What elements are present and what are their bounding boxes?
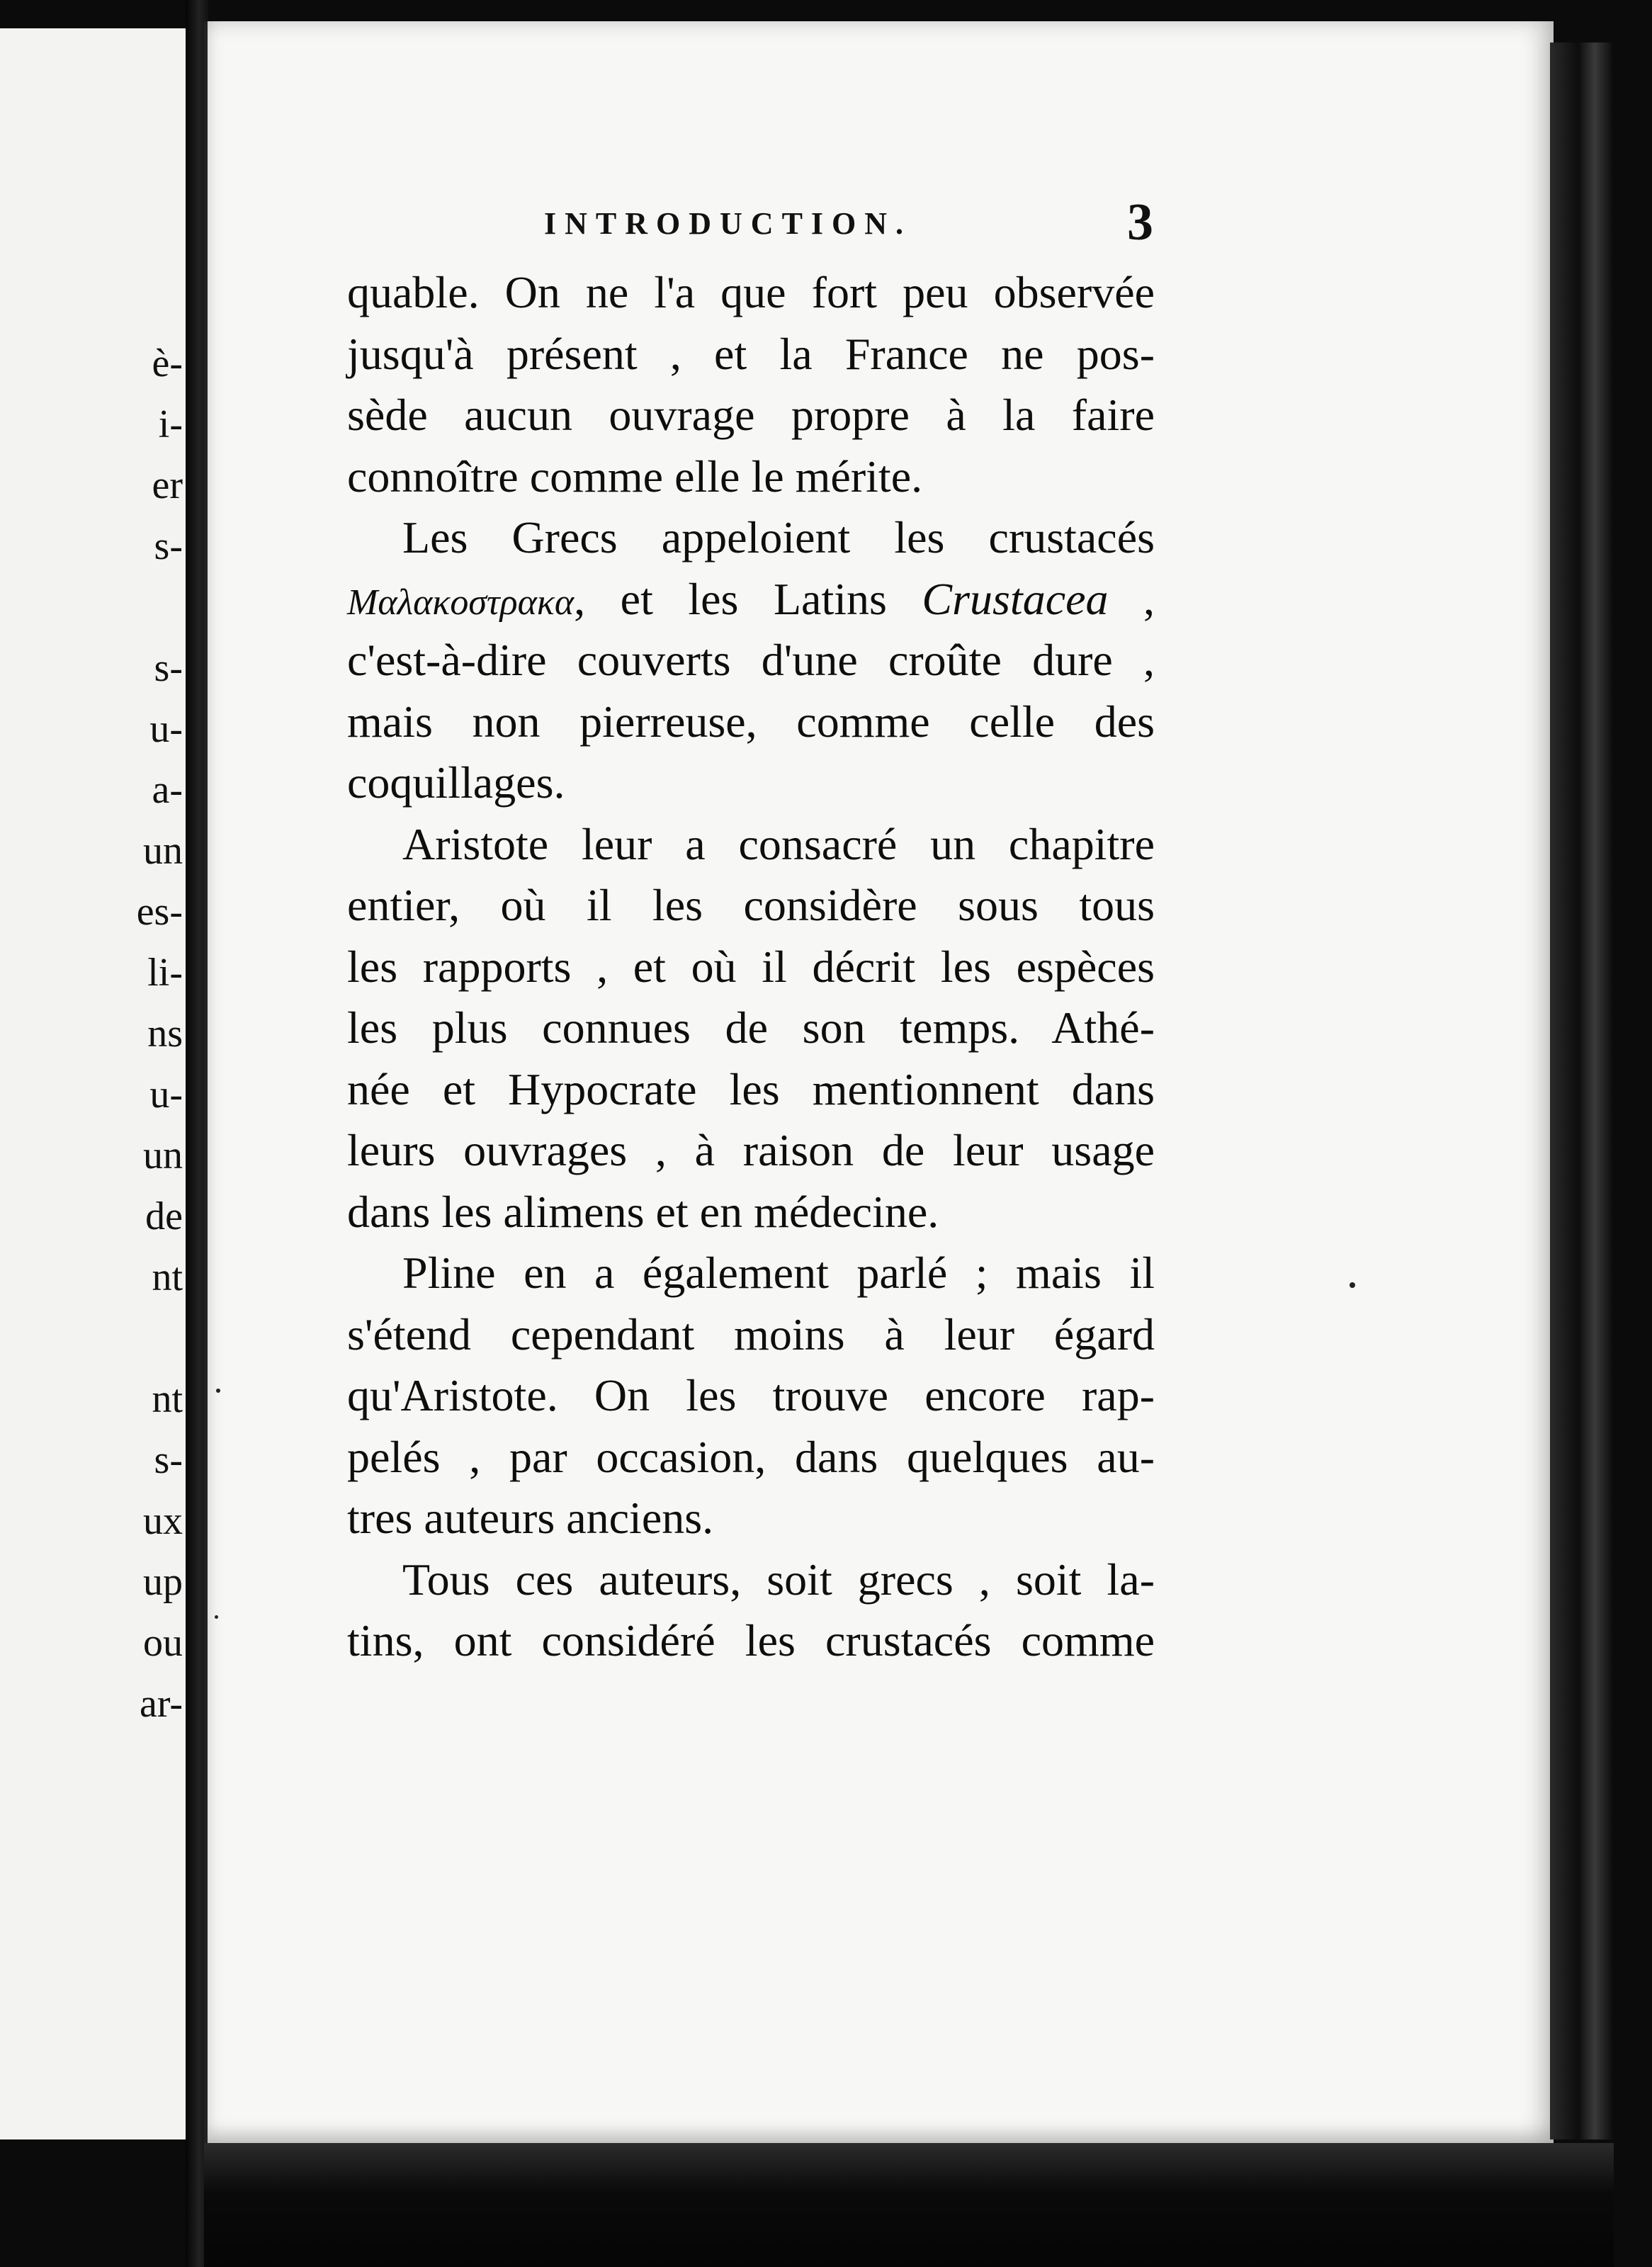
previous-page-line-fragment: li- <box>147 951 183 995</box>
text-line: entier, où il les considère sous tous <box>347 880 1155 930</box>
greek-word: Μαλακοστρακα <box>347 582 575 623</box>
text-line: Pline en a également parlé ; mais il <box>402 1248 1155 1298</box>
running-head: INTRODUCTION. <box>544 206 912 241</box>
text-line: c'est-à-dire couverts d'une croûte dure , <box>347 635 1155 685</box>
page-bottom-shadow <box>204 2143 1614 2267</box>
text-line: dans les alimens et en médecine. <box>347 1186 939 1237</box>
previous-page-line-fragment: ar- <box>139 1682 183 1726</box>
previous-page-line-fragment: u- <box>149 1073 183 1116</box>
ink-speck <box>215 1615 218 1619</box>
previous-page-line-fragment: s- <box>154 524 183 568</box>
previous-page-line-fragment: u- <box>149 707 183 751</box>
text-line: Les Grecs appeloient les crustacés <box>402 512 1155 562</box>
text-line: Tous ces auteurs, soit grecs , soit la- <box>402 1554 1155 1605</box>
text-line: mais non pierreuse, comme celle des <box>347 696 1155 747</box>
previous-page-line-fragment: i- <box>158 402 183 446</box>
text-line: quable. On ne l'a que fort peu observée <box>347 267 1155 317</box>
text-line: qu'Aristote. On les trouve encore rap- <box>347 1370 1155 1420</box>
page-number: 3 <box>1127 193 1153 251</box>
previous-page-line-fragment: ou <box>143 1621 183 1665</box>
previous-page-line-fragment: a- <box>152 768 183 812</box>
ink-speck <box>1350 1282 1355 1288</box>
text-line: Aristote leur a consacré un chapitre <box>402 818 1155 869</box>
previous-page-line-fragment: ux <box>143 1499 183 1543</box>
text-line: les plus connues de son temps. Athé- <box>347 1002 1155 1053</box>
text-line: connoître comme elle le mérite. <box>347 451 923 502</box>
previous-page-line-fragment: nt <box>152 1255 183 1299</box>
page-body <box>347 262 1155 1672</box>
previous-page-line-fragment: up <box>143 1560 183 1604</box>
previous-page-line-endings <box>0 333 186 1734</box>
previous-page-line-fragment: er <box>152 463 183 507</box>
text-line: née et Hypocrate les mentionnent dans <box>347 1063 1155 1114</box>
page-header <box>544 193 1153 251</box>
previous-page-line-fragment: es- <box>136 890 183 934</box>
previous-page-line-fragment: un <box>143 829 183 873</box>
previous-page-line-fragment <box>0 577 183 638</box>
text-line: leurs ouvrages , à raison de leur usage <box>347 1125 1155 1175</box>
text-line: tres auteurs anciens. <box>347 1493 714 1543</box>
text-line-with-greek: Μαλακοστρακα, et les Latins Crustacea , <box>347 573 1155 624</box>
previous-page-line-fragment: ns <box>147 1012 183 1056</box>
previous-page-line-fragment <box>0 1308 183 1369</box>
text-line: les rapports , et où il décrit les espèces <box>347 941 1155 992</box>
previous-page-line-fragment: s- <box>154 646 183 690</box>
text-line: s'étend cependant moins à leur égard <box>347 1308 1155 1359</box>
previous-page-line-fragment: un <box>143 1134 183 1177</box>
previous-page-fragment <box>0 28 190 2139</box>
previous-page-line-fragment: è- <box>152 341 183 385</box>
previous-page-line-fragment: nt <box>152 1377 183 1421</box>
text-line: jusqu'à présent , et la France ne pos- <box>347 328 1155 379</box>
ink-speck <box>216 1389 220 1393</box>
text-line: tins, ont considéré les crustacés comme <box>347 1615 1155 1666</box>
text-line: sède aucun ouvrage propre à la faire <box>347 390 1155 440</box>
latin-word: Crustacea <box>922 573 1109 624</box>
text-line: coquillages. <box>347 757 565 808</box>
text-line: pelés , par occasion, dans quelques au- <box>347 1431 1155 1482</box>
previous-page-line-fragment: de <box>145 1194 183 1238</box>
previous-page-line-fragment: s- <box>154 1438 183 1482</box>
page-edge-shadow <box>1550 43 1614 2139</box>
